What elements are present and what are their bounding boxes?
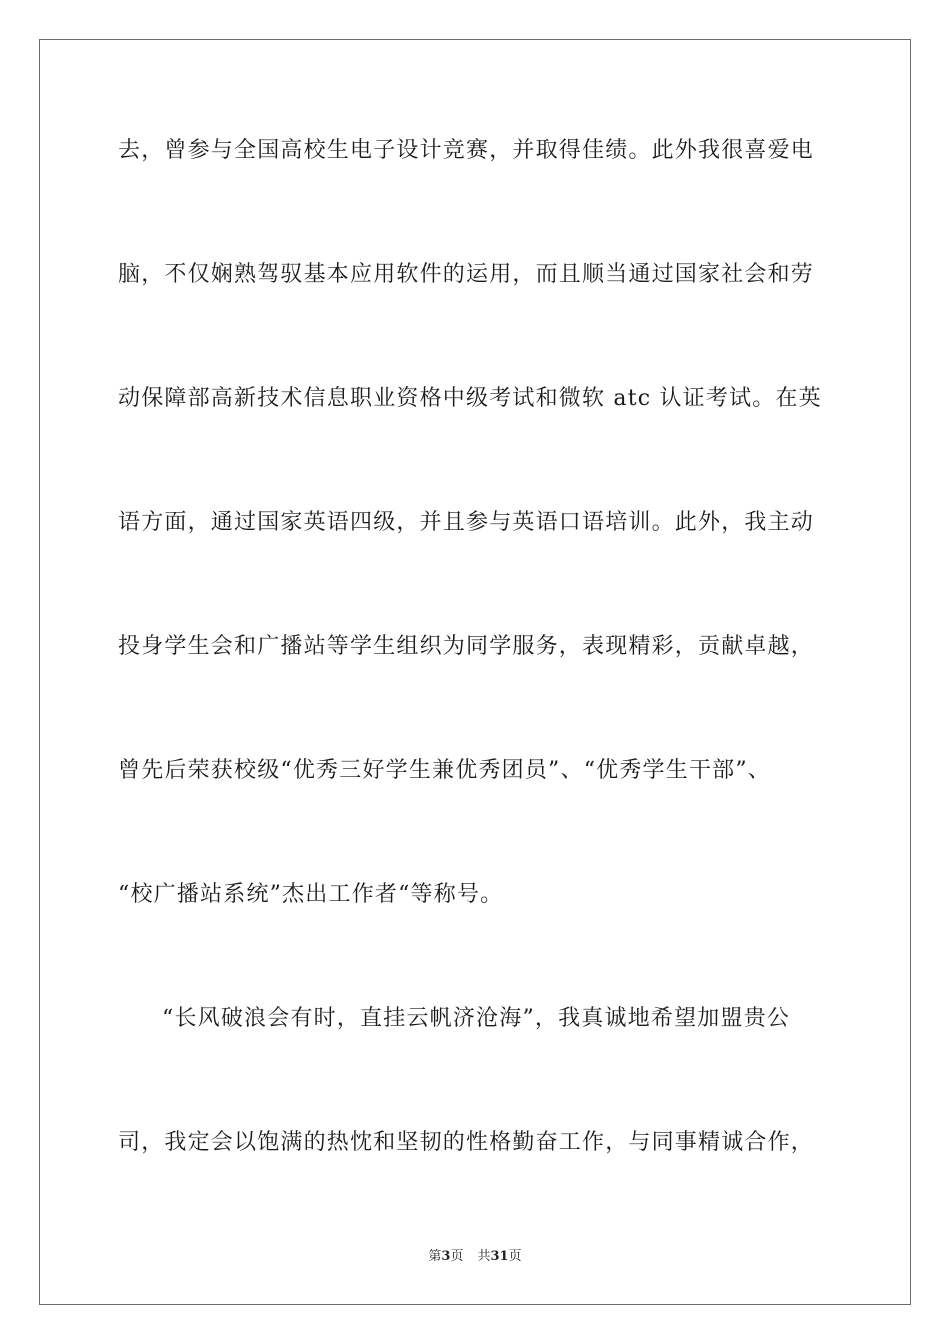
text-line-8: “长风破浪会有时，直挂云帆济沧海”，我真诚地希望加盟贵公 xyxy=(162,1006,791,1031)
page-suffix: 页 xyxy=(450,1249,464,1264)
text-line-2: 脑，不仅娴熟驾驭基本应用软件的运用，而且顺当通过国家社会和劳 xyxy=(118,262,815,287)
total-prefix: 共 xyxy=(477,1249,491,1264)
text-line-9: 司，我定会以饱满的热忱和坚韧的性格勤奋工作，与同事精诚合作， xyxy=(118,1130,815,1155)
text-line-5: 投身学生会和广播站等学生组织为同学服务，表现精彩，贡献卓越， xyxy=(118,634,815,659)
text-line-1: 去，曾参与全国高校生电子设计竞赛，并取得佳绩。此外我很喜爱电 xyxy=(118,138,815,163)
page-prefix: 第 xyxy=(428,1249,442,1264)
text-line-4: 语方面，通过国家英语四级，并且参与英语口语培训。此外，我主动 xyxy=(118,510,815,535)
total-suffix: 页 xyxy=(508,1249,522,1264)
text-line-6: 曾先后荣获校级“优秀三好学生兼优秀团员”、“优秀学生干部”、 xyxy=(118,758,771,783)
text-line-7: “校广播站系统”杰出工作者“等称号。 xyxy=(118,882,504,907)
page-number: 3 xyxy=(441,1249,451,1264)
page-border xyxy=(39,39,911,1305)
total-pages: 31 xyxy=(490,1249,509,1264)
page-footer xyxy=(0,1249,950,1265)
text-line-3: 动保障部高新技术信息职业资格中级考试和微软 atc 认证考试。在英 xyxy=(118,386,822,411)
